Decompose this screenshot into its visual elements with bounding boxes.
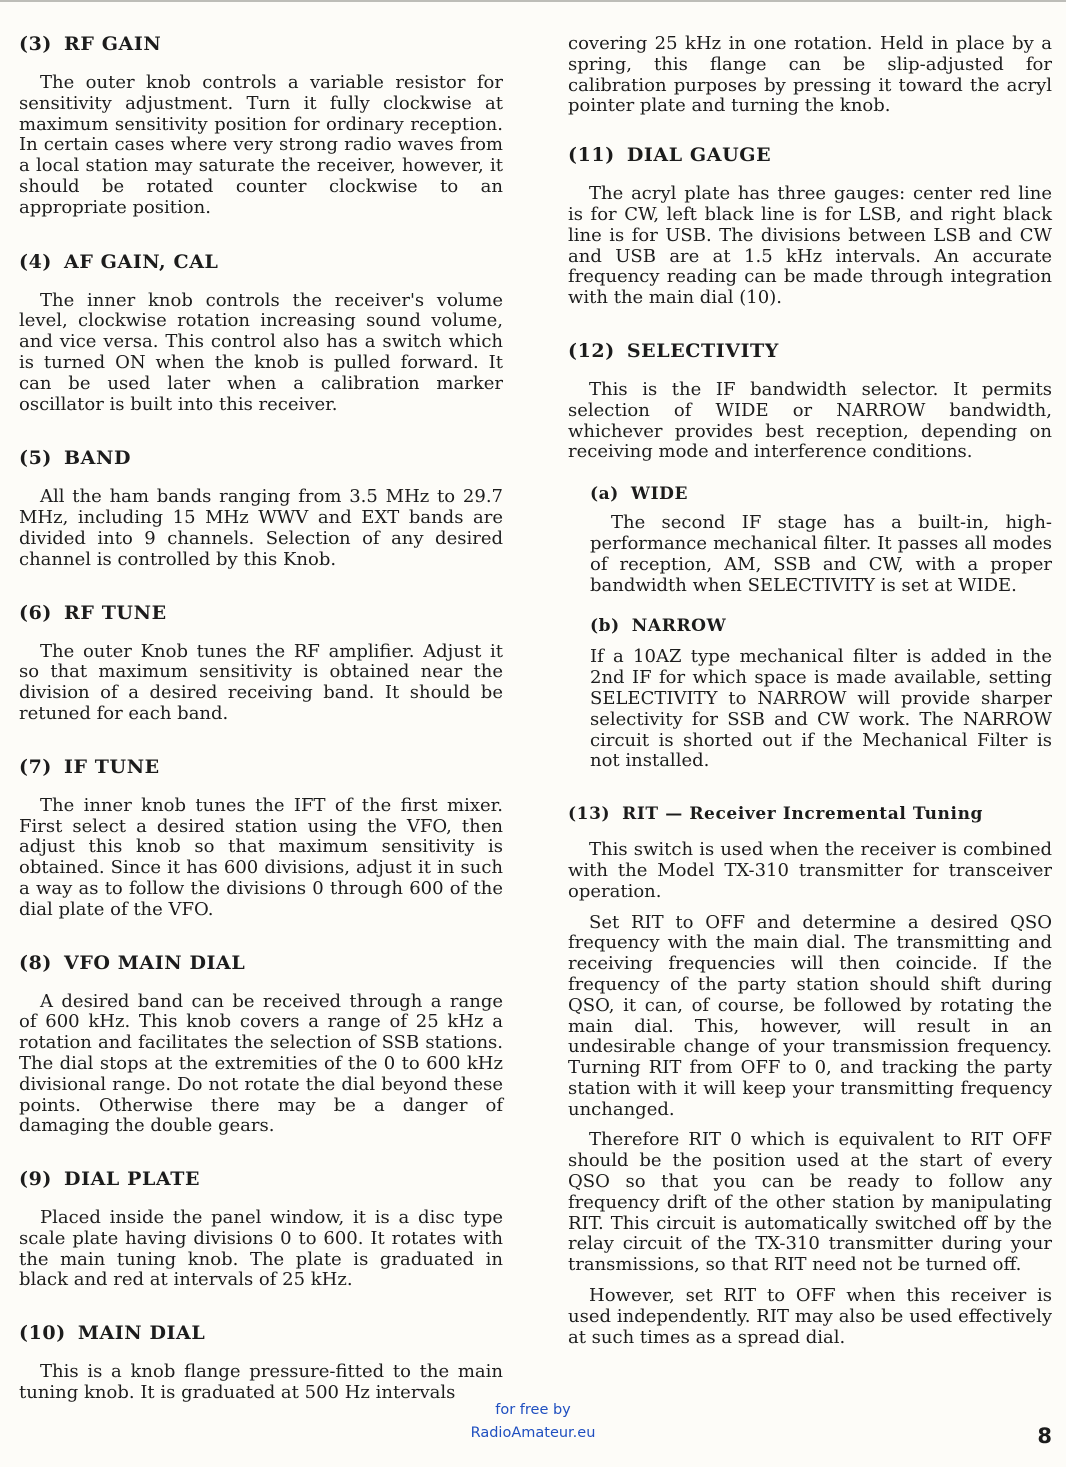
- section-title: DIAL PLATE: [64, 1168, 201, 1191]
- top-rule: [0, 0, 1066, 2]
- section-paragraph: All the ham bands ranging from 3.5 MHz to 29.7 MHz, including 15 MHz WWV and EXT bands are divided into 9 channels. Selection of any desired channel is controlled by this Knob.: [19, 486, 503, 570]
- footer-credit-link[interactable]: RadioAmateur.eu: [470, 1425, 596, 1441]
- section-paragraph: A desired band can be received through a range of 600 kHz. This knob covers a range of 25 kHz a rotation and facilitates the selection of SSB stations. The dial stops at the extremities of the 0 to 600 kHz divisional range. Do not rotate the dial beyond these points. Otherwise there may be a danger of damaging the double gears.: [19, 990, 503, 1137]
- section-rf-tune: [19, 601, 503, 725]
- section-number: (4): [19, 250, 52, 273]
- section-number: (12): [568, 339, 615, 362]
- section-paragraph: The inner knob controls the receiver's volume level, clockwise rotation increasing sound volume, and vice versa. This control also has a switch which is turned ON when the knob is pulled forward. It can be used later when a calibration marker oscillator is built into this receiver.: [19, 289, 503, 415]
- section-heading: [19, 951, 503, 975]
- section-title: RIT — Receiver Incremental Tuning: [622, 804, 984, 825]
- section-number: (13): [568, 804, 611, 825]
- section-heading: [568, 143, 1052, 167]
- subsection-number: (a): [590, 484, 619, 505]
- section-title: SELECTIVITY: [626, 339, 779, 362]
- section-paragraph: This is a knob flange pressure-fitted to the main tuning knob. It is graduated at 500 Hz intervals: [19, 1361, 503, 1404]
- section-number: (6): [19, 601, 52, 624]
- section-title: DIAL GAUGE: [626, 144, 772, 167]
- section-heading: [19, 32, 503, 56]
- subsection-title: WIDE: [630, 484, 689, 505]
- section-title: RF GAIN: [64, 33, 162, 55]
- section-selectivity: [568, 339, 1052, 772]
- section-paragraph: The outer knob controls a variable resistor for sensitivity adjustment. Turn it fully clockwise at maximum sensitivity position for ordinary reception. In certain cases where very strong radio waves from a local station may saturate the receiver, however, it should be rotated counter clockwise to an appropriate position.: [19, 72, 503, 218]
- section-title: BAND: [64, 447, 132, 470]
- section-number: (3): [19, 33, 52, 55]
- subsection-narrow: [590, 614, 1052, 772]
- section-heading: [19, 755, 503, 779]
- section-if-tune: [19, 755, 503, 921]
- section-paragraph: This is the IF bandwidth selector. It permits selection of WIDE or NARROW bandwidth, whichever provides best reception, depending on receiving mode and interference conditions.: [568, 378, 1052, 463]
- section-rit: [568, 802, 1052, 1348]
- footer-credit-line1: for free by: [495, 1402, 571, 1418]
- section-paragraph: Placed inside the panel window, it is a disc type scale plate having divisions 0 to 600. It rotates with the main tuning knob. The plate is graduated in black and red at intervals of 25 kHz.: [19, 1207, 503, 1291]
- section-dial-gauge: [568, 143, 1052, 309]
- section-number: (8): [19, 951, 52, 974]
- section-paragraph: The inner knob tunes the IFT of the first mixer. First select a desired station using the VFO, then adjust this knob so that maximum sensitivity is obtained. Since it has 600 divisions, adjust it in such a way as to follow the divisions 0 through 600 of the dial plate of the VFO.: [19, 794, 503, 920]
- section-paragraph: Set RIT to OFF and determine a desired QSO frequency with the main dial. The transmitting and receiving frequencies will then coincide. If the frequency of the party station should shift during QSO, it can, of course, be followed by rotating the main dial. This, however, will result in an undesirable change of your transmission frequency. Turning RIT from OFF to 0, and tracking the party station with it will keep your transmitting frequency unchanged.: [568, 911, 1052, 1120]
- subsection-heading: [590, 614, 1052, 638]
- subsection-title: NARROW: [631, 616, 727, 637]
- section-heading: [19, 250, 503, 274]
- section-heading: [19, 446, 503, 470]
- page-number: 8: [1037, 1424, 1052, 1448]
- section-heading: [19, 1321, 503, 1345]
- section-main-dial: [19, 1321, 503, 1404]
- section-number: (11): [568, 144, 615, 167]
- section-number: (5): [19, 447, 52, 470]
- section-number: (10): [19, 1322, 66, 1345]
- section-dial-plate: [19, 1167, 503, 1291]
- section-paragraph: However, set RIT to OFF when this receiver is used independently. RIT may also be used effectively at such times as a spread dial.: [568, 1285, 1052, 1348]
- subsection-number: (b): [590, 616, 620, 637]
- section-paragraph: The outer Knob tunes the RF amplifier. Adjust it so that maximum sensitivity is obtained near the division of a desired receiving band. It should be retuned for each band.: [19, 640, 503, 724]
- section-heading: [19, 601, 503, 625]
- section-vfo-main-dial: [19, 951, 503, 1138]
- section-paragraph: The acryl plate has three gauges: center red line is for CW, left black line is for LSB, and right black line is for USB. The divisions between LSB and CW and USB are at 1.5 kHz intervals. An accurate frequency reading can be made through integration with the main dial (10).: [568, 183, 1052, 309]
- subsection-wide: [590, 482, 1052, 596]
- subsection-paragraph: The second IF stage has a built-in, high-performance mechanical filter. It passes all modes of reception, AM, SSB and CW, with a proper bandwidth when SELECTIVITY is set at WIDE.: [590, 512, 1052, 596]
- section-rf-gain: [19, 32, 503, 219]
- section-af-gain-cal: [19, 250, 503, 416]
- section-paragraph: Therefore RIT 0 which is equivalent to RIT OFF should be the position used at the start of every QSO so that you can be ready to follow any frequency drift of the other station by manipulating RIT. This circuit is automatically switched off by the relay circuit of the TX-310 transmitter during your transmissions, so that RIT need not be turned off.: [568, 1129, 1052, 1276]
- section-band: [19, 446, 503, 570]
- section-title: MAIN DIAL: [77, 1322, 206, 1345]
- subsection-heading: [590, 482, 1052, 506]
- section-title: RF TUNE: [64, 601, 167, 624]
- section-heading: [19, 1167, 503, 1191]
- section-title: IF TUNE: [64, 755, 160, 778]
- section-heading: [568, 339, 1052, 363]
- section-heading: [568, 802, 1052, 826]
- section-number: (7): [19, 755, 52, 778]
- section-paragraph-continued: covering 25 kHz in one rotation. Held in place by a spring, this flange can be slip-adjusted for calibration purposes by pressing it toward the acryl pointer plate and turning the knob.: [568, 33, 1052, 117]
- section-title: VFO MAIN DIAL: [64, 951, 246, 974]
- section-number: (9): [19, 1168, 52, 1191]
- section-title: AF GAIN, CAL: [64, 250, 219, 273]
- subsection-paragraph: If a 10AZ type mechanical filter is added in the 2nd IF for which space is made available, setting SELECTIVITY to NARROW will provide sharper selectivity for SSB and CW work. The NARROW circuit is shorted out if the Mechanical Filter is not installed.: [590, 646, 1052, 772]
- section-paragraph: This switch is used when the receiver is combined with the Model TX-310 transmitter for transceiver operation.: [568, 839, 1052, 902]
- left-column: [19, 32, 503, 1404]
- right-column: [568, 32, 1052, 1348]
